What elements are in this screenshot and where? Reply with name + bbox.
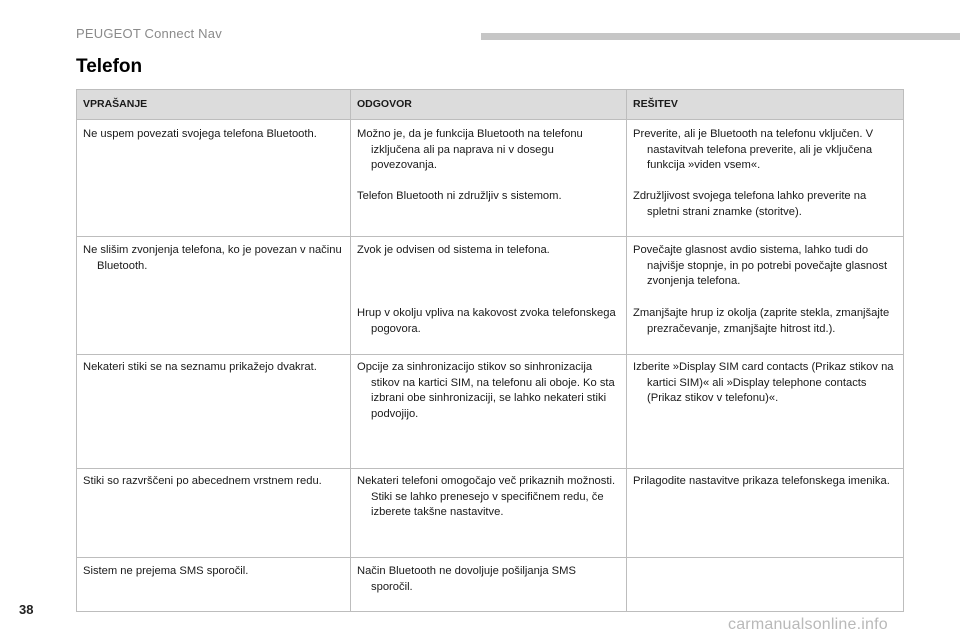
question-text: Ne uspem povezati svojega telefona Bluetooth. xyxy=(83,128,317,140)
solution-text: Preverite, ali je Bluetooth na telefonu vključen. V nastavitvah telefona preverite, ali je vključena funkcija »viden vsem«. xyxy=(633,128,874,171)
solution-cell xyxy=(627,355,904,469)
table-row xyxy=(77,355,904,469)
table-row xyxy=(77,469,904,558)
answer-cell xyxy=(351,120,627,185)
answer-cell xyxy=(351,237,627,301)
solution-text: Zmanjšajte hrup iz okolja (zaprite stekla, zmanjšajte prezračevanje, zmanjšajte hitrost itd.). xyxy=(633,307,890,335)
header-bar xyxy=(481,33,960,40)
answer-text: Opcije za sinhronizacijo stikov so sinhronizacija stikov na kartici SIM, na telefonu ali oboje. Ko sta izbrani obe sinhronizaciji, se lahko nekateri stiki podvojijo. xyxy=(357,361,615,420)
question-text: Stiki so razvrščeni po abecednem vrstnem redu. xyxy=(83,475,322,487)
question-text: Sistem ne prejema SMS sporočil. xyxy=(83,565,249,577)
answer-text: Možno je, da je funkcija Bluetooth na telefonu izključena ali pa naprava ni v dosegu povezovanja. xyxy=(357,128,583,171)
solution-text: Prilagodite nastavitve prikaza telefonskega imenika. xyxy=(633,475,890,487)
question-cell xyxy=(77,469,351,558)
answer-cell xyxy=(351,300,627,355)
solution-cell xyxy=(627,300,904,355)
solution-cell xyxy=(627,184,904,237)
table-header-row xyxy=(77,90,904,120)
answer-text: Način Bluetooth ne dovoljuje pošiljanja SMS sporočil. xyxy=(357,565,576,593)
solution-text: Izberite »Display SIM card contacts (Prikaz stikov na kartici SIM)« ali »Display telephone contacts (Prikaz stikov v telefonu)«. xyxy=(633,361,894,404)
answer-text: Telefon Bluetooth ni združljiv s sistemom. xyxy=(357,190,562,202)
table-row xyxy=(77,120,904,185)
document-header-title: PEUGEOT Connect Nav xyxy=(76,26,222,41)
answer-cell xyxy=(351,469,627,558)
answer-cell xyxy=(351,558,627,612)
answer-text: Zvok je odvisen od sistema in telefona. xyxy=(357,244,550,256)
question-cell xyxy=(77,355,351,469)
column-header-question: VPRAŠANJE xyxy=(77,90,351,120)
solution-cell xyxy=(627,237,904,301)
answer-cell xyxy=(351,355,627,469)
answer-text: Hrup v okolju vpliva na kakovost zvoka telefonskega pogovora. xyxy=(357,307,616,335)
solution-cell xyxy=(627,469,904,558)
question-text: Ne slišim zvonjenja telefona, ko je povezan v načinu Bluetooth. xyxy=(83,244,342,272)
page-number: 38 xyxy=(19,602,34,617)
answer-text: Nekateri telefoni omogočajo več prikaznih možnosti. Stiki se lahko prenesejo v specifičnem redu, če izberete takšne nastavitve. xyxy=(357,475,616,518)
question-text: Nekateri stiki se na seznamu prikažejo dvakrat. xyxy=(83,361,317,373)
column-header-answer: ODGOVOR xyxy=(351,90,627,120)
question-cell xyxy=(77,237,351,355)
solution-text: Povečajte glasnost avdio sistema, lahko tudi do najvišje stopnje, in po potrebi povečajte glasnost zvonjenja telefona. xyxy=(633,244,888,287)
table-row xyxy=(77,237,904,301)
troubleshooting-table xyxy=(76,89,904,612)
table-row xyxy=(77,558,904,612)
answer-cell xyxy=(351,184,627,237)
solution-cell xyxy=(627,120,904,185)
solution-cell xyxy=(627,558,904,612)
page-title: Telefon xyxy=(76,56,143,77)
column-header-solution: REŠITEV xyxy=(627,90,904,120)
question-cell xyxy=(77,558,351,612)
solution-text: Združljivost svojega telefona lahko preverite na spletni strani znamke (storitve). xyxy=(633,190,867,218)
question-cell xyxy=(77,120,351,237)
watermark: carmanualsonline.info xyxy=(728,616,888,633)
